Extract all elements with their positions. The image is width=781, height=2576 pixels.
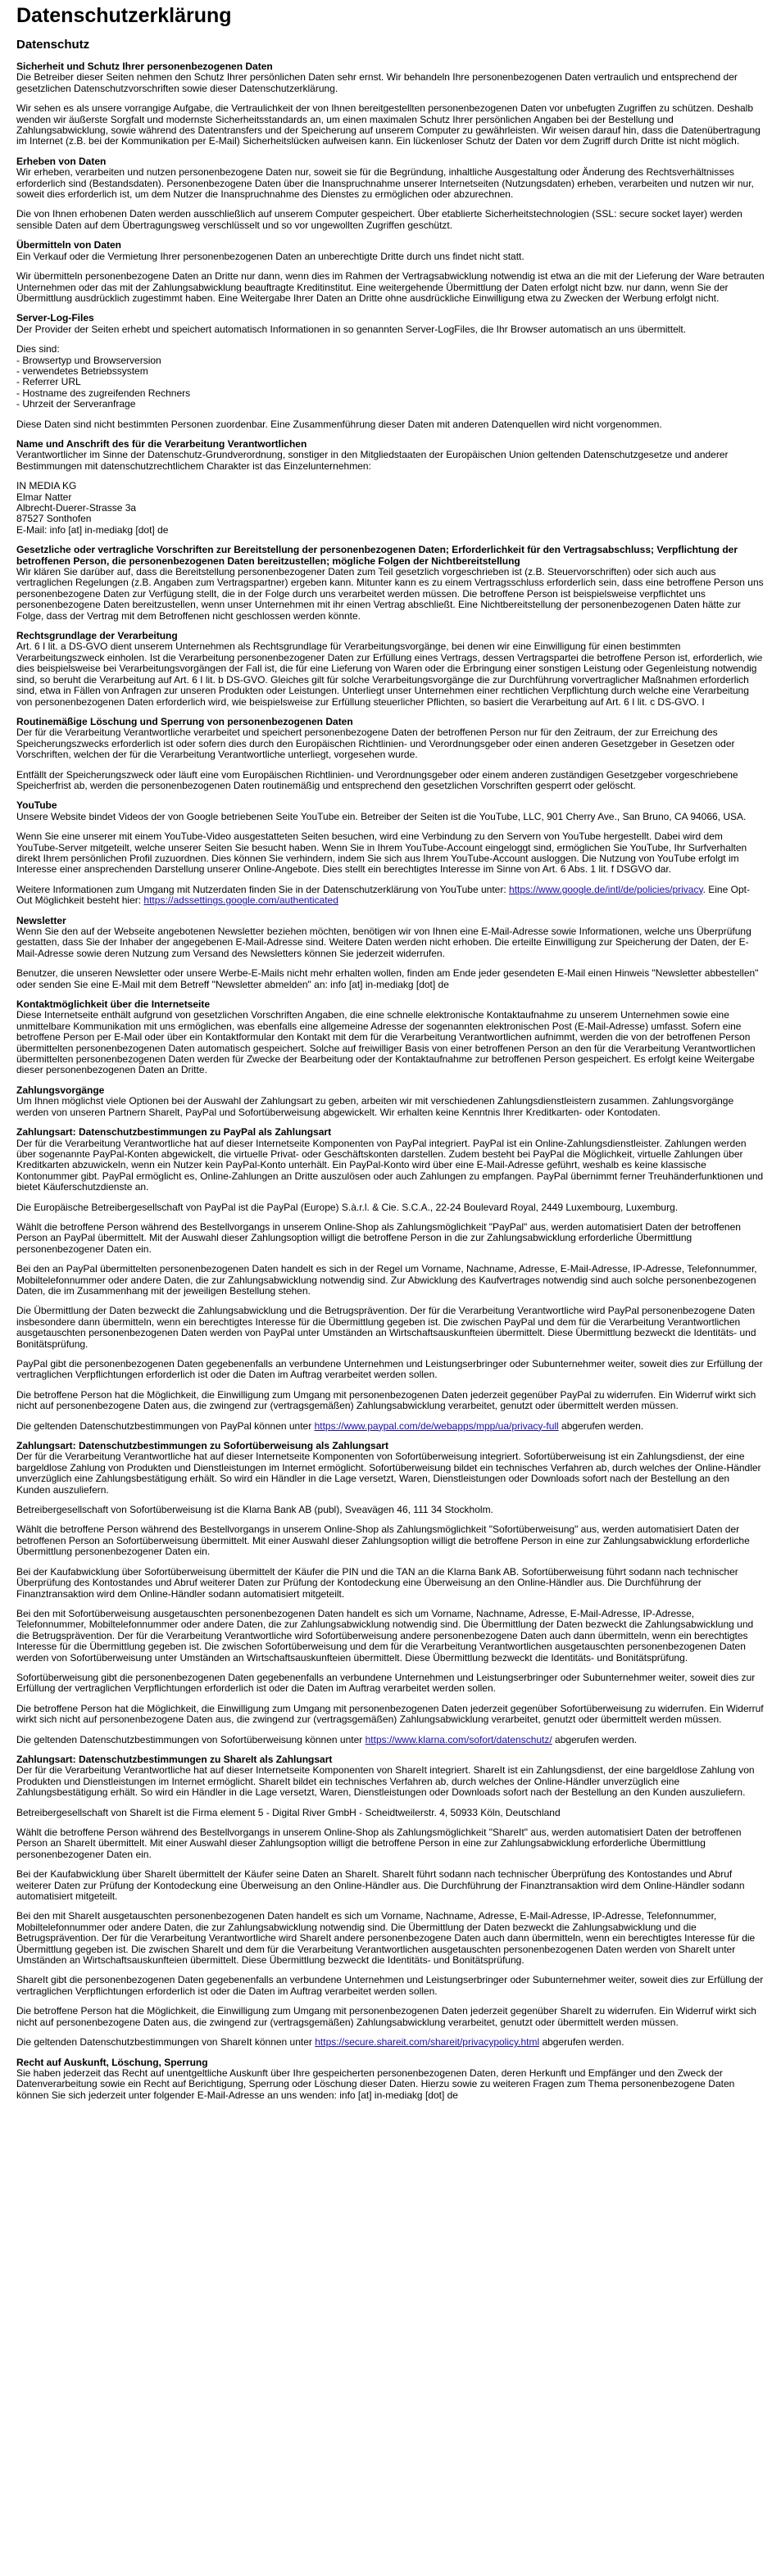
text-line: - Referrer URL — [16, 376, 81, 388]
text-line: Bei den mit ShareIt ausgetauschten personenbezogenen Daten handelt es sich um Vorname, Nachname, Adresse, E-Mail-Adresse, IP-Adresse, Telefonnummer, Mobiltelefonnummer oder andere Daten, die zur Zahlungsabwicklung notwendig sind. Die Übermittlung der Daten bezweckt die Zahlungsabwicklung und die Betrugsprävention. Der für die Verarbeitung Verantwortliche wird ShareIt andere personenbezogene Daten auch dann übermitteln, wenn ein berechtigtes Interesse für die Übermittlung gegeben ist. Die zwischen ShareIt und dem für die Verarbeitung Verantwortlichen ausgetauschten personenbezogenen Daten werden von ShareIt unter Umständen an Wirtschaftsauskunfteien übermittelt. Diese Übermittlung bezweckt die Identitäts- und Bonitätsprüfung. — [16, 1910, 756, 1967]
section-paragraph — [16, 1451, 765, 1496]
text-line: Die Übermittlung der Daten bezweckt die Zahlungsabwicklung und die Betrugsprävention. Der für die Verarbeitung Verantwortliche wird PayPal personenbezogene Daten insbesondere dann übermitteln, wenn ein berechtigtes Interesse für die Übermittlung gegeben ist. Die zwischen PayPal und dem für die Verarbeitung Verantwortlichen ausgetauschten personenbezogenen Daten werden von PayPal unter Umständen an Wirtschaftsauskunfteien übermittelt. Diese Übermittlung bezweckt die Identitäts- und Bonitätsprüfung. — [16, 1305, 756, 1350]
text-line: Albrecht-Duerer-Strasse 3a — [16, 502, 137, 514]
text-line: Weitere Informationen zum Umgang mit Nutzerdaten finden Sie in der Datenschutzerklärung von YouTube unter: https://www.google.de/intl/de/policies/privacy. Eine Opt-Out Möglichkeit besteht hier: https://adssettings.google.com/authenticated — [16, 883, 750, 907]
text-line: Um Ihnen möglichst viele Optionen bei der Auswahl der Zahlungsart zu geben, arbeiten wir mit verschiedenen Zahlungsdienstleistern zusammen. Zahlungsvorgänge werden von unseren Partnern Sharelt, PayPal und Sofortüberweisung abgewickelt. Wir erhalten keine Kenntnis Ihrer Kreditkarten- oder Kontodaten. — [16, 1095, 734, 1118]
section-heading: Zahlungsart: Datenschutzbestimmungen zu ShareIt als Zahlungsart — [16, 1753, 333, 1765]
section-paragraph — [16, 1264, 765, 1297]
section-heading: Kontaktmöglichkeit über die Internetseite — [16, 998, 211, 1011]
external-link[interactable]: https://www.google.de/intl/de/policies/privacy — [509, 883, 703, 895]
section-paragraph — [16, 1010, 765, 1075]
external-link[interactable]: https://adssettings.google.com/authenticated — [143, 894, 338, 907]
text-line: PayPal gibt die personenbezogenen Daten gegebenenfalls an verbundene Unternehmen und Leistungserbringer oder Subunternehmer weiter, soweit dies zur Erfüllung der vertraglichen Verpflichtungen erforderlich ist oder die Daten im Auftrag verarbeitet werden sollen. — [16, 1358, 763, 1381]
text-line: Betreibergesellschaft von Sofortüberweisung ist die Klarna Bank AB (publ), Sveavägen 46, 111 34 Stockholm. — [16, 1504, 493, 1516]
policy-section — [16, 61, 765, 147]
section-heading: Zahlungsvorgänge — [16, 1084, 105, 1096]
section-paragraph — [16, 1524, 765, 1557]
text-line: Die geltenden Datenschutzbestimmungen von PayPal können unter https://www.paypal.com/de/webapps/mpp/ua/privacy-full abgerufen werden. — [16, 1419, 644, 1432]
section-paragraph — [16, 641, 765, 707]
section-paragraph — [16, 1359, 765, 1381]
policy-section — [16, 1127, 765, 1432]
section-paragraph — [16, 1390, 765, 1412]
section-paragraph — [16, 450, 765, 472]
section-paragraph — [16, 770, 765, 792]
text-line: Diese Internetseite enthält aufgrund von gesetzlichen Vorschriften Angaben, die eine schnelle elektronische Kontaktaufnahme zu unserem Unternehmen sowie eine unmittelbare Kommunikation mit uns ermöglichen, was ebenfalls eine allgemeine Adresse der sogenannten elektronischen Post (E-Mail-Adresse) umfasst. Sofern eine betroffene Person per E-Mail oder über ein Kontaktformular den Kontakt mit dem für die Verarbeitung Verantwortlichen aufnimmt, werden die von der betroffenen Person übermittelten personenbezogenen Daten automatisch gespeichert. Solche auf freiwilliger Basis von einer betroffenen Person an den für die Verarbeitung Verantwortlichen übermittelten personenbezogenen Daten werden für Zwecke der Bearbeitung oder der Kontaktaufnahme zur betroffenen Person gespeichert. Es erfolgt keine Weitergabe dieser personenbezogenen Daten an Dritte. — [16, 1009, 756, 1076]
text-line: Die Europäische Betreibergesellschaft von PayPal ist die PayPal (Europe) S.à.r.l. & Cie. S.C.A., 22-24 Boulevard Royal, 2449 Luxembourg, Luxemburg. — [16, 1201, 679, 1213]
text-line: Wählt die betroffene Person während des Bestellvorgangs in unserem Online-Shop als Zahlungsmöglichkeit "PayPal" aus, werden automatisiert Daten der betroffenen Person an PayPal übermittelt. Mit der Auswahl dieser Zahlungsoption willigt die betroffene Person in die zur Zahlungsabwicklung erforderliche Übermittlung personenbezogener Daten ein. — [16, 1220, 741, 1255]
text-line: Die Betreiber dieser Seiten nehmen den Schutz Ihrer persönlichen Daten sehr ernst. Wir behandeln Ihre personenbezogenen Daten vertraulich und entsprechend der gesetzlichen Datenschutzvorschriften sowie dieser Datenschutzerklärung. — [16, 71, 738, 94]
section-heading: YouTube — [16, 799, 57, 812]
text-line: Der für die Verarbeitung Verantwortliche hat auf dieser Internetseite Komponenten von ShareIt integriert. ShareIt ist ein Zahlungsdienst, der eine bargeldlose Zahlung von Produkten und Dienstleistungen im Internet ermöglicht. ShareIt bildet ein technisches Verfahren ab, durch welches der Online-Händler unverzüglich eine Zahlungsbestätigung erhält. So wird ein Händler in die Lage versetzt, Waren, Dienstleistungen oder Downloads sofort nach der Bestellung an den Kunden auszuliefern. — [16, 1764, 755, 1799]
text-line: Wir erheben, verarbeiten und nutzen personenbezogene Daten nur, soweit sie für die Begründung, inhaltliche Ausgestaltung oder Änderung des Rechtsverhältnisses erforderlich sind (Bestandsdaten). Personenbezogene Daten über die Inanspruchnahme unserer Internetseiten (Nutzungsdaten) erheben, verarbeiten und nutzen wir nur, soweit dies erforderlich ist, um dem Nutzer die Inanspruchnahme des Dienstes zu ermöglichen oder abzurechnen. — [16, 166, 754, 201]
section-heading: Recht auf Auskunft, Löschung, Sperrung — [16, 2056, 208, 2068]
text-line: Die betroffene Person hat die Möglichkeit, die Einwilligung zum Umgang mit personenbezogenen Daten jederzeit gegenüber Sofortüberweisung zu widerrufen. Ein Widerruf wirkt sich nicht auf personenbezogene Daten aus, die zwingend zur (vertragsgemäßen) Zahlungsabwicklung verarbeitet, genutzt oder übermittelt werden müssen. — [16, 1702, 764, 1726]
section-paragraph — [16, 2037, 765, 2048]
section-paragraph — [16, 1704, 765, 1726]
section-paragraph — [16, 885, 765, 907]
section-paragraph — [16, 727, 765, 760]
text-line: Bei den an PayPal übermittelten personenbezogenen Daten handelt es sich in der Regel um Vorname, Nachname, Adresse, E-Mail-Adresse, IP-Adresse, Telefonnummer, Mobiltelefonnummer oder andere Daten, die zur Zahlungsabwicklung notwendig sind. Zur Abwicklung des Kaufvertrages notwendig sind auch solche personenbezogenen Daten, die im Zusammenhang mit der jeweiligen Bestellung stehen. — [16, 1263, 757, 1297]
text-line: 87527 Sonthofen — [16, 513, 92, 525]
text-line: ShareIt gibt die personenbezogenen Daten gegebenenfalls an verbundene Unternehmen und Leistungserbringer oder Subunternehmer weiter, soweit dies zur Erfüllung der vertraglichen Verpflichtungen erforderlich ist oder die Daten im Auftrag verarbeitet werden sollen. — [16, 1974, 764, 1997]
section-paragraph — [16, 1567, 765, 1600]
external-link[interactable]: https://www.paypal.com/de/webapps/mpp/ua/privacy-full — [314, 1419, 559, 1432]
text-line: IN MEDIA KG — [16, 480, 77, 492]
policy-section — [16, 999, 765, 1076]
section-heading: Rechtsgrundlage der Verarbeitung — [16, 630, 178, 642]
text-line: Wenn Sie eine unserer mit einem YouTube-Video ausgestatteten Seiten besuchen, wird eine Verbindung zu den Servern von YouTube hergestellt. Dabei wird dem YouTube-Server mitgeteilt, welche unserer Seiten Sie besucht haben. Wenn Sie in Ihrem YouTube-Account eingeloggt sind, ermöglichen Sie YouTube, Ihr Surfverhalten direkt Ihrem persönlichen Profil zuzuordnen. Dies können Sie verhindern, indem Sie sich aus Ihrem YouTube-Account ausloggen. Die Nutzung von YouTube erfolgt im Interesse einer ansprechenden Darstellung unserer Online-Angebote. Dies stellt ein berechtigtes Interesse im Sinne von Art. 6 Abs. 1 lit. f DSGVO dar. — [16, 831, 747, 876]
policy-section — [16, 545, 765, 622]
text-line: Wir übermitteln personenbezogene Daten an Dritte nur dann, wenn dies im Rahmen der Vertragsabwicklung notwendig ist etwa an die mit der Lieferung der Ware betrauten Unternehmen oder das mit der Zahlungsabwicklung beauftragte Kreditinstitut. Eine weitergehende Übermittlung der Daten erfolgt nicht bzw. nur dann, wenn Sie der Übermittlung ausdrücklich zugestimmt haben. Eine Weitergabe Ihrer Daten an Dritte ohne ausdrückliche Einwilligung etwa zu Zwecken der Werbung erfolgt nicht. — [16, 270, 765, 304]
text-line: Der Provider der Seiten erhebt und speichert automatisch Informationen in so genannten Server-LogFiles, die Ihr Browser automatisch an uns übermittelt. — [16, 323, 687, 335]
section-paragraph — [16, 324, 765, 335]
text-line: Die geltenden Datenschutzbestimmungen von Sofortüberweisung können unter https://www.klarna.com/sofort/datenschutz/ abgerufen werden. — [16, 1733, 638, 1745]
section-paragraph — [16, 1765, 765, 1798]
text-line: Bei der Kaufabwicklung über ShareIt übermittelt der Käufer seine Daten an ShareIt. ShareIt führt sodann nach technischer Überprüfung des Kontostandes und Abruf weiterer Daten zur Prüfung der Kontodeckung eine Überweisung an den Online-Händler aus. Die Durchführung der Finanztransaktion wird dem Online-Händler sodann automatisiert mitgeteilt. — [16, 1868, 745, 1903]
text-line: Diese Daten sind nicht bestimmten Personen zuordenbar. Eine Zusammenführung dieser Daten mit anderen Datenquellen wird nicht vorgenommen. — [16, 418, 662, 430]
section-paragraph — [16, 926, 765, 959]
section-paragraph — [16, 1222, 765, 1255]
section-heading: Routinemäßige Löschung und Sperrung von personenbezogenen Daten — [16, 715, 353, 727]
text-line: Die betroffene Person hat die Möglichkeit, die Einwilligung zum Umgang mit personenbezogenen Daten jederzeit gegenüber ShareIt zu widerrufen. Ein Widerruf wirkt sich nicht auf personenbezogene Daten aus, die zwingend zur (vertragsgemäßen) Zahlungsabwicklung verarbeitet, genutzt oder übermittelt werden müssen. — [16, 2005, 756, 2028]
text-line: Sie haben jederzeit das Recht auf unentgeltliche Auskunft über Ihre gespeicherten personenbezogenen Daten, deren Herkunft und Empfänger und den Zweck der Datenverarbeitung sowie ein Recht auf Berichtigung, Sperrung oder Löschung dieser Daten. Hierzu sowie zu weiteren Fragen zum Thema personenbezogene Daten können Sie sich jederzeit unter folgender E-Mail-Adresse an uns wenden: info [at] in-mediakg [dot] de — [16, 2067, 735, 2101]
text-line: Bei den mit Sofortüberweisung ausgetauschten personenbezogenen Daten handelt es sich um Vorname, Nachname, Adresse, E-Mail-Adresse, IP-Adresse, Telefonnummer, Mobiltelefonnummer oder andere Daten, die zur Zahlungsabwicklung notwendig sind. Die Übermittlung der Daten bezweckt die Zahlungsabwicklung und die Betrugsprävention. Der für die Verarbeitung Verantwortliche wird Sofortüberweisung andere personenbezogene Daten auch dann übermitteln, wenn ein berechtigtes Interesse für die Übermittlung gegeben ist. Die zwischen Sofortüberweisung und dem für die Verarbeitung Verantwortlichen ausgetauschten personenbezogenen Daten werden von Sofortüberweisung unter Umständen an Wirtschaftsauskunfteien übermittelt. Diese Übermittlung bezweckt die Identitäts- und Bonitätsprüfung. — [16, 1607, 754, 1664]
section-heading: Server-Log-Files — [16, 312, 94, 324]
section-paragraph — [16, 2068, 765, 2101]
section-paragraph — [16, 1808, 765, 1818]
text-line: Ein Verkauf oder die Vermietung Ihrer personenbezogenen Daten an unberechtigte Dritte durch uns findet nicht statt. — [16, 250, 524, 262]
text-line: Wählt die betroffene Person während des Bestellvorgangs in unserem Online-Shop als Zahlungsmöglichkeit "Sofortüberweisung" aus, werden automatisiert Daten der betroffenen Person an Sofortüberweisung übermittelt. Mit einer Auswahl dieser Zahlungsoption willigt die betroffene Person in eine zur Zahlungsabwicklung erforderliche Übermittlung personenbezogener Daten ein. — [16, 1523, 750, 1558]
text-line: Verantwortlicher im Sinne der Datenschutz-Grundverordnung, sonstiger in den Mitgliedstaaten der Europäischen Union geltenden Datenschutzgesetze und anderer Bestimmungen mit datenschutzrechtlichem Charakter ist das Einzelunternehmen: — [16, 449, 729, 472]
text-line: Der für die Verarbeitung Verantwortliche hat auf dieser Internetseite Komponenten von Sofortüberweisung integriert. Sofortüberweisung ist ein Zahlungsdienst, der eine bargeldlose Zahlung von Produkten und Dienstleistungen im Internet ermöglicht. Sofortüberweisung bildet ein technisches Verfahren ab, durch welches der Online-Händler unverzüglich eine Zahlungsbestätigung erhält. So wird ein Händler in die Lage versetzt, Waren, Dienstleistungen oder Downloads sofort nach der Bestellung an den Kunden auszuliefern. — [16, 1451, 761, 1496]
section-paragraph — [16, 812, 765, 822]
text-line: - Hostname des zugreifenden Rechners — [16, 387, 191, 399]
text-line: Bei der Kaufabwicklung über Sofortüberweisung übermittelt der Käufer die PIN und die TAN an die Klarna Bank AB. Sofortüberweisung führt sodann nach technischer Überprüfung des Kontostandes und Abruf weiterer Daten zur Prüfung der Kontodeckung eine Überweisung an den Online-Händler aus. Die Durchführung der Finanztransaktion wird dem Online-Händler sodann automatisiert mitgeteilt. — [16, 1565, 738, 1600]
section-paragraph — [16, 2006, 765, 2028]
section-heading: Erheben von Daten — [16, 155, 107, 167]
text-line: - verwendetes Betriebssystem — [16, 364, 148, 377]
section-paragraph — [16, 167, 765, 200]
policy-section — [16, 240, 765, 304]
policy-section — [16, 1754, 765, 2049]
section-paragraph — [16, 271, 765, 304]
section-paragraph — [16, 209, 765, 231]
text-line: Sofortüberweisung gibt die personenbezogenen Daten gegebenenfalls an verbundene Unternehmen und Leistungserbringer oder Subunternehmer weiter, soweit dies zur Erfüllung der vertraglichen Verpflichtungen erforderlich ist oder die Daten im Auftrag verarbeitet werden sollen. — [16, 1671, 756, 1695]
text-line: Unsere Website bindet Videos der von Google betriebenen Seite YouTube ein. Betreiber der Seiten ist die YouTube, LLC, 901 Cherry Ave., San Bruno, CA 94066, USA. — [16, 810, 747, 822]
text-line: Entfällt der Speicherungszweck oder läuft eine vom Europäischen Richtlinien- und Verordnungsgeber oder einem anderen zuständigen Gesetzgeber vorgeschriebene Speicherfrist ab, werden die personenbezogenen Daten routinemäßig und entsprechend den gesetzlichen Vorschriften gesperrt oder gelöscht. — [16, 768, 738, 791]
section-paragraph — [16, 1096, 765, 1118]
section-paragraph — [16, 103, 765, 147]
policy-section — [16, 439, 765, 536]
section-paragraph — [16, 831, 765, 876]
section-paragraph — [16, 72, 765, 94]
section-paragraph — [16, 344, 765, 410]
policy-section — [16, 631, 765, 708]
policy-section — [16, 916, 765, 990]
text-line: Die von Ihnen erhobenen Daten werden ausschließlich auf unserem Computer gespeichert. Über etablierte Sicherheitstechnologien (SSL: secure socket layer) werden sensible Daten auf dem Übertragungsweg verschlüsselt und so vor ungewollten Zugriffen geschützt. — [16, 208, 742, 231]
section-heading: Newsletter — [16, 914, 66, 926]
external-link[interactable]: https://www.klarna.com/sofort/datenschutz/ — [365, 1733, 552, 1745]
section-paragraph — [16, 1139, 765, 1193]
section-heading: Gesetzliche oder vertragliche Vorschriften zur Bereitstellung der personenbezogenen Daten; Erforderlichkeit für den Vertragsabschluss; Verpflichtung der betroffenen Person, die personenbezogenen Daten bereitzustellen; mögliche Folgen der Nichtbereitstellung — [16, 544, 738, 567]
policy-section — [16, 1085, 765, 1118]
section-paragraph — [16, 1505, 765, 1515]
text-line: Wenn Sie den auf der Webseite angebotenen Newsletter beziehen möchten, benötigen wir von Ihnen eine E-Mail-Adresse sowie Informationen, welche uns Überprüfung gestatten, dass Sie der Inhaber der angegebenen E-Mail-Adresse sind. Weitere Daten werden nicht erhoben. Die erteilte Einwilligung zur Speicherung der Daten, der E-Mail-Adresse sowie deren Nutzung zum Versand des Newsletters können Sie jederzeit widerrufen. — [16, 926, 751, 959]
section-paragraph — [16, 1609, 765, 1664]
section-heading: Name und Anschrift des für die Verarbeitung Verantwortlichen — [16, 437, 307, 450]
policy-sections — [16, 61, 765, 2101]
page-subtitle: Datenschutz — [16, 38, 90, 52]
text-line: Der für die Verarbeitung Verantwortliche hat auf dieser Internetseite Komponenten von PayPal integriert. PayPal ist ein Online-Zahlungsdienstleister. Zahlungen werden über sogenannte PayPal-Konten abgewickelt, die virtuelle Privat- oder Geschäftskonten darstellen. Zudem besteht bei PayPal die Möglichkeit, virtuelle Zahlungen über Kreditkarten abzuwickeln, wenn ein Nutzer kein PayPal-Konto unterhält. Ein PayPal-Konto wird über eine E-Mail-Adresse geführt, weshalb es keine klassische Kontonummer gibt. PayPal ermöglicht es, Online-Zahlungen an Dritte auszulösen oder auch Zahlungen zu empfangen. PayPal übernimmt ferner Treuhänderfunktionen und bietet Käuferschutzdienste an. — [16, 1137, 764, 1193]
section-paragraph — [16, 419, 765, 430]
section-paragraph — [16, 1911, 765, 1966]
text-line: E-Mail: info [at] in-mediakg [dot] de — [16, 523, 169, 536]
text-line: Die betroffene Person hat die Möglichkeit, die Einwilligung zum Umgang mit personenbezogenen Daten jederzeit gegenüber PayPal zu widerrufen. Ein Widerruf wirkt sich nicht auf personenbezogene Daten aus, die zwingend zur (vertragsgemäßen) Zahlungsabwicklung verarbeitet, genutzt oder übermittelt werden müssen. — [16, 1388, 756, 1412]
section-paragraph — [16, 1827, 765, 1860]
section-heading: Zahlungsart: Datenschutzbestimmungen zu Sofortüberweisung als Zahlungsart — [16, 1440, 389, 1452]
external-link[interactable]: https://secure.shareit.com/shareit/privacypolicy.html — [315, 2036, 540, 2049]
text-line: - Uhrzeit der Serveranfrage — [16, 398, 136, 410]
policy-section — [16, 313, 765, 430]
text-line: Benutzer, die unseren Newsletter oder unsere Werbe-E-Mails nicht mehr erhalten wollen, finden am Ende jeder gesendeten E-Mail einen Hinweis "Newsletter abbestellen" oder senden Sie eine E-Mail mit dem Betreff "Newsletter abmelden" an: info [at] in-mediakg [dot] de — [16, 967, 759, 990]
text-line: Wir klären Sie darüber auf, dass die Bereitstellung personenbezogener Daten zum Teil gesetzlich vorgeschrieben ist (z.B. Steuervorschriften) oder sich auch aus vertraglichen Regelungen (z.B. Angaben zum Vertragspartner) ergeben kann. Mitunter kann es zu einem Vertragsschluss erforderlich sein, dass eine betroffene Person uns personenbezogene Daten zur Verfügung stellt, die in der Folge durch uns verarbeitet werden müssen. Die betroffene Person ist beispielsweise verpflichtet uns personenbezogene Daten bereitzustellen, wenn unser Unternehmen mit ihr einen Vertrag abschließt. Eine Nichtbereitstellung der personenbezogenen Daten hätte zur Folge, dass der Vertrag mit dem Betroffenen nicht geschlossen werden könnte. — [16, 566, 764, 622]
section-paragraph — [16, 1421, 765, 1432]
text-line: Wir sehen es als unsere vorrangige Aufgabe, die Vertraulichkeit der von Ihnen bereitgestellten personenbezogenen Daten vor unbefugten Zugriffen zu schützen. Deshalb wenden wir äußerste Sorgfalt und modernste Sicherheitsstandards an, um einen maximalen Schutz Ihrer persönlichen Angaben bei der Bestellung und Zahlungsabwicklung, sowie während des Datentransfers und der Speicherung auf unserem Computer zu gewährleisten. Wir weisen darauf hin, dass die Datenübertragung im Internet (z.B. bei der Kommunikation per E-Mail) Sicherheitslücken aufweisen kann. Ein lückenloser Schutz der Daten vor dem Zugriff durch Dritte ist nicht möglich. — [16, 102, 761, 147]
section-paragraph — [16, 251, 765, 262]
section-heading: Zahlungsart: Datenschutzbestimmungen zu PayPal als Zahlungsart — [16, 1126, 332, 1139]
text-line: Betreibergesellschaft von ShareIt ist die Firma element 5 - Digital River GmbH - Scheidtweilerstr. 4, 50933 Köln, Deutschland — [16, 1806, 561, 1818]
section-paragraph — [16, 481, 765, 536]
section-heading: Übermitteln von Daten — [16, 239, 122, 251]
text-line: - Browsertyp und Browserversion — [16, 354, 161, 366]
section-heading: Sicherheit und Schutz Ihrer personenbezogenen Daten — [16, 61, 273, 72]
text-line: Wählt die betroffene Person während des Bestellvorgangs in unserem Online-Shop als Zahlungsmöglichkeit "ShareIt" aus, werden automatisiert Daten der betroffenen Person an ShareIt übermittelt. Mit einer Auswahl dieser Zahlungsoption willigt die betroffene Person in eine zur Zahlungsabwicklung erforderliche Übermittlung personenbezogener Daten ein. — [16, 1827, 742, 1860]
section-paragraph — [16, 567, 765, 622]
text-line: Dies sind: — [16, 343, 60, 355]
section-paragraph — [16, 968, 765, 990]
policy-section — [16, 717, 765, 791]
policy-section — [16, 800, 765, 906]
section-paragraph — [16, 1306, 765, 1350]
section-paragraph — [16, 1735, 765, 1745]
section-paragraph — [16, 1673, 765, 1695]
text-line: Der für die Verarbeitung Verantwortliche verarbeitet und speichert personenbezogene Daten der betroffenen Person nur für den Zeitraum, der zur Erreichung des Speicherungszwecks erforderlich ist oder sofern dies durch den Europäischen Richtlinien- und Verordnungsgeber oder einen anderen Gesetzgeber in Gesetzen oder Vorschriften, welchen der für die Verarbeitung Verantwortliche unterliegt, vorgesehen wurde. — [16, 727, 735, 761]
text-line: Art. 6 I lit. a DS-GVO dient unserem Unternehmen als Rechtsgrundlage für Verarbeitungsvorgänge, bei denen wir eine Einwilligung für einen bestimmten Verarbeitungszweck einholen. Ist die Verarbeitung personenbezogener Daten zur Erfüllung eines Vertrags, dessen Vertragspartei die betroffene Person ist, erforderlich, wie dies beispielsweise bei Verarbeitungsvorgängen der Fall ist, die für eine Lieferung von Waren oder die Erbringung einer sonstigen Leistung oder Gegenleistung notwendig sind, so beruht die Verarbeitung auf Art. 6 I lit. b DS-GVO. Gleiches gilt für solche Verarbeitungsvorgänge die zur Durchführung vorvertraglicher Maßnahmen erforderlich sind, etwa in Fällen von Anfragen zur unseren Produkten oder Leistungen. Unterliegt unser Unternehmen einer rechtlichen Verpflichtung durch welche eine Verarbeitung von personenbezogenen Daten erforderlich wird, wie beispielsweise zur Erfüllung steuerlicher Pflichten, so basiert die Verarbeitung auf Art. 6 I lit. c DS-GVO. I — [16, 641, 763, 708]
policy-section — [16, 156, 765, 231]
text-line: Die geltenden Datenschutzbestimmungen von ShareIt können unter https://secure.shareit.com/shareit/privacypolicy.html abgerufen werden. — [16, 2036, 624, 2049]
section-paragraph — [16, 1869, 765, 1902]
page-title: Datenschutzerklärung — [16, 4, 232, 27]
text-line: Elmar Natter — [16, 491, 72, 503]
section-paragraph — [16, 1975, 765, 1997]
policy-section — [16, 2058, 765, 2102]
section-paragraph — [16, 1202, 765, 1213]
policy-section — [16, 1441, 765, 1745]
